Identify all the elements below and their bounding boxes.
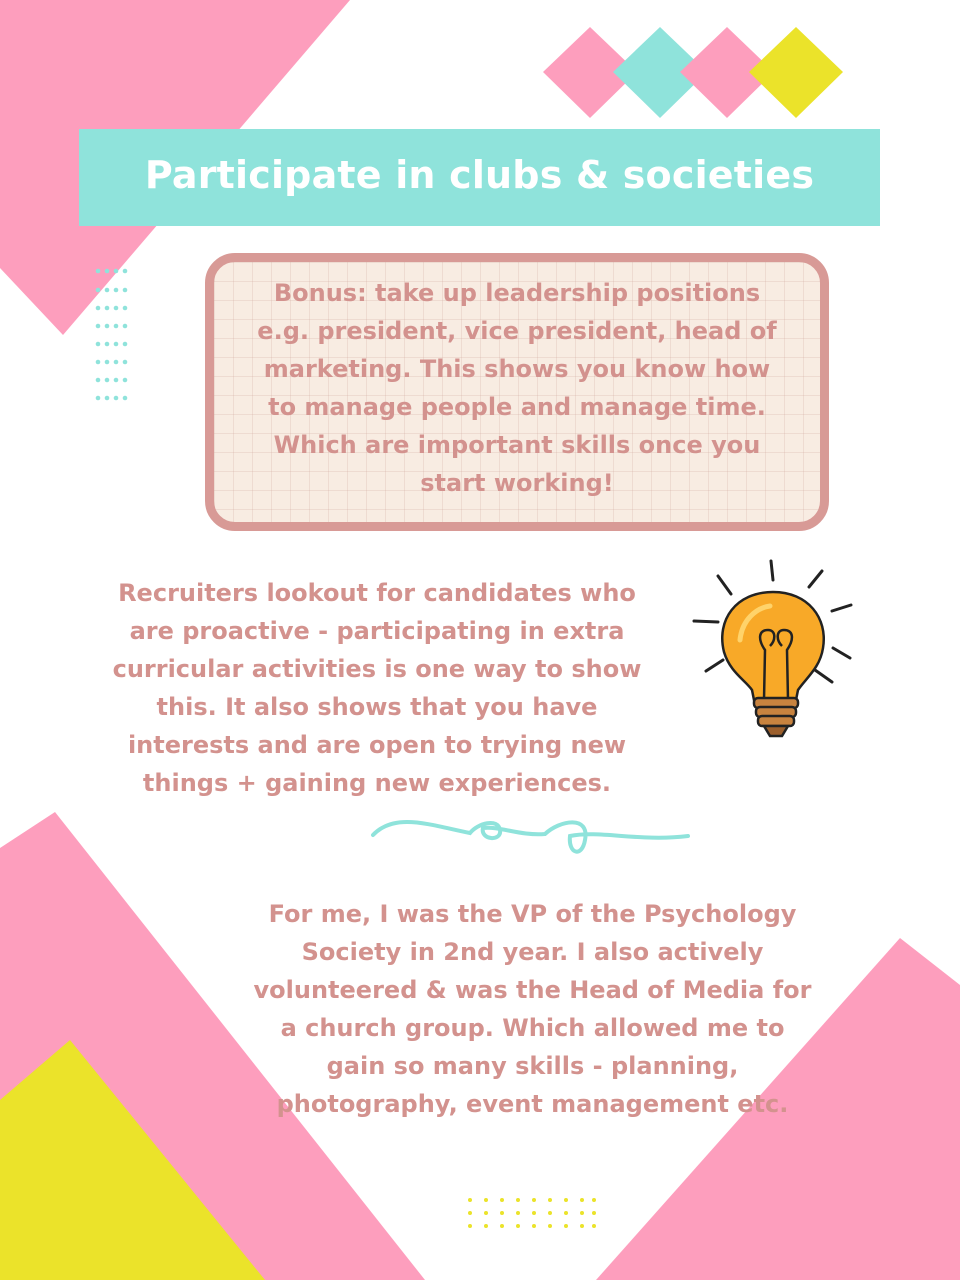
lightbulb-icon xyxy=(694,561,851,736)
personal-experience-text: For me, I was the VP of the Psychology Society in 2nd year. I also actively volunteered & was the Head of Media for a church group. Which allowed me to gain so many skills - planning, photography, event management etc. xyxy=(253,900,812,1118)
diamond-yellow xyxy=(749,27,843,118)
yellow-dot-grid xyxy=(468,1198,596,1228)
bonus-text: Bonus: take up leadership positions e.g. president, vice president, head of marketing. This shows you know how to manage people and manage time. Which are important skills once you start working! xyxy=(257,279,777,497)
bonus-box xyxy=(205,253,829,531)
title-banner xyxy=(79,129,880,226)
page-title: Participate in clubs & societies xyxy=(144,152,815,197)
recruiters-text: Recruiters lookout for candidates who are proactive - participating in extra curricular activities is one way to show this. It also shows that you have interests and are open to trying new things + gaining new experiences. xyxy=(112,579,642,797)
squiggle-divider xyxy=(373,822,688,852)
